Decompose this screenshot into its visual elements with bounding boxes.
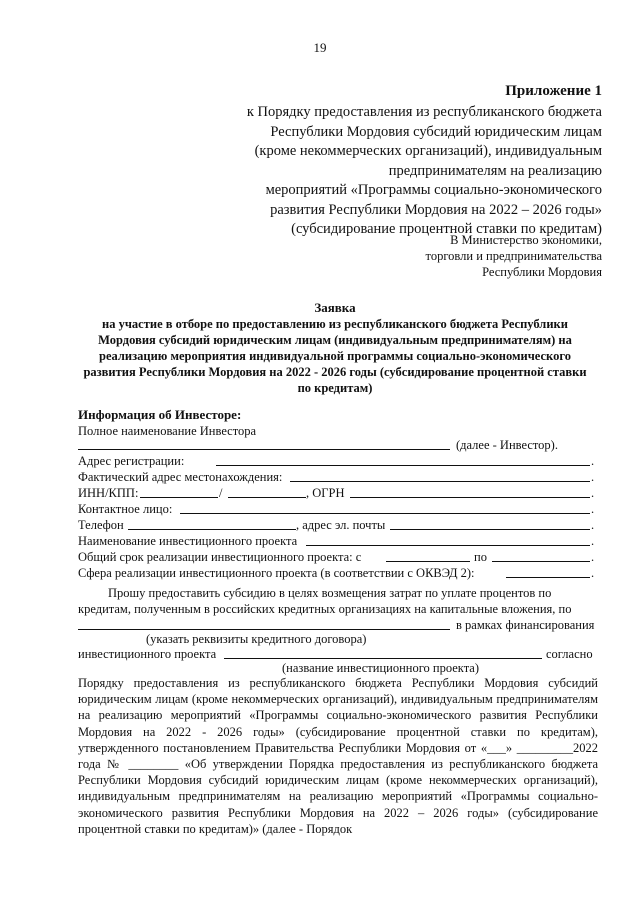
- heading-line: Мордовия субсидий юридическим лицам (индивидуальным предпринимателям) на: [98, 333, 572, 347]
- according-label: согласно: [546, 647, 593, 661]
- order-paragraph: Порядку предоставления из республиканского бюджета Республики Мордовия субсидий юридическим лицам (кроме некоммерческих организаций), индивидуальным предпринимателям на реализацию мероприятий «Программы социально-экономического развития Республики Мордовия на 2022 - 2026 годы» (субсидирование процентной ставки по кредитам), утвержденного постановлением Правительства Республики Мордовия от «___» _________2022 года № ________ «Об утверждении Порядка предоставления из республиканского бюджета Республики Мордовия субсидий юридическим лицам (кроме некоммерческих организаций), индивидуальным предпринимателям на реализацию мероприятий «Программы социально-экономического развития Республики Мордовия на 2022 – 2026 годы» (субсидирование процентной ставки по кредитам)» (далее - Порядок: [78, 676, 598, 836]
- addressee-block: [426, 232, 602, 280]
- phone-label: Телефон: [78, 518, 124, 532]
- investment-project-field[interactable]: [224, 646, 542, 659]
- appendix-line: (субсидирование процентной ставки по кредитам): [291, 221, 602, 237]
- page-number: 19: [313, 40, 327, 55]
- period: .: [591, 486, 595, 500]
- inn-kpp-label: ИНН/КПП:: [78, 486, 139, 500]
- investment-project-label: инвестиционного проекта: [78, 647, 217, 661]
- in-frame-label: в рамках финансирования: [456, 618, 595, 632]
- heading-line: на участие в отборе по предоставлению из республиканского бюджета Республики: [102, 317, 568, 331]
- period: .: [591, 550, 595, 564]
- heading-line: реализацию мероприятия индивидуальной программы социально-экономического: [99, 349, 571, 363]
- period: .: [591, 502, 595, 516]
- registration-address-field[interactable]: [216, 453, 590, 466]
- addressee-line: торговли и предпринимательства: [425, 249, 602, 263]
- period: .: [591, 534, 595, 548]
- phone-field[interactable]: [128, 517, 296, 530]
- addressee-line: В Министерство экономики,: [450, 233, 602, 247]
- ogrn-label: , ОГРН: [306, 486, 345, 500]
- registration-address-row: [78, 453, 596, 469]
- contact-label: Контактное лицо:: [78, 502, 173, 516]
- email-label: , адрес эл. почты: [296, 518, 386, 532]
- kpp-field[interactable]: [228, 485, 306, 498]
- contact-row: [78, 501, 596, 517]
- email-field[interactable]: [390, 517, 590, 530]
- period: .: [591, 566, 595, 580]
- term-from-field[interactable]: [386, 549, 470, 562]
- credit-details-field[interactable]: [78, 617, 450, 630]
- appendix-line: развития Республики Мордовия на 2022 – 2026 годы»: [270, 201, 602, 218]
- application-title: Заявка: [314, 300, 356, 315]
- heading-line: развития Республики Мордовия на 2022 - 2026 годы (субсидирование процентной ставки: [83, 365, 587, 379]
- period: .: [591, 470, 595, 484]
- appendix-title: Приложение 1: [505, 83, 602, 99]
- project-name-label: Наименование инвестиционного проекта: [78, 534, 298, 548]
- appendix-line: предпринимателям на реализацию: [388, 162, 602, 179]
- inn-kpp-row: [78, 485, 596, 501]
- phone-row: [78, 517, 596, 533]
- sphere-field[interactable]: [506, 565, 590, 578]
- full-name-label: Полное наименование Инвестора: [78, 424, 257, 438]
- sphere-row: [78, 565, 596, 581]
- project-hint: (название инвестиционного проекта): [282, 661, 480, 675]
- appendix-line: Республики Мордовия субсидий юридическим лицам: [270, 123, 602, 140]
- application-heading: [70, 300, 600, 396]
- credit-hint: (указать реквизиты кредитного договора): [146, 632, 367, 646]
- term-from-label: Общий срок реализации инвестиционного проекта: с: [78, 550, 362, 564]
- investor-name-field[interactable]: [78, 437, 450, 450]
- contact-field[interactable]: [180, 501, 590, 514]
- actual-address-row: [78, 469, 596, 485]
- term-to-field[interactable]: [492, 549, 590, 562]
- project-name-field[interactable]: [306, 533, 590, 546]
- request-line-2: кредитам, полученным в российских кредитных организациях на капитальные вложения, по: [78, 602, 572, 616]
- request-line-1: Прошу предоставить субсидию в целях возмещения затрат по уплате процентов по: [108, 586, 552, 600]
- sphere-label: Сфера реализации инвестиционного проекта (в соответствии с ОКВЭД 2):: [78, 566, 475, 580]
- investor-name-row: [78, 437, 596, 453]
- slash: /: [219, 486, 223, 500]
- project-name-row: [78, 533, 596, 549]
- investor-info-heading: Информация об Инвесторе:: [78, 407, 242, 422]
- actual-address-field[interactable]: [290, 469, 590, 482]
- appendix-block: [247, 82, 602, 240]
- appendix-line: мероприятий «Программы социально-экономического: [265, 182, 602, 198]
- period: .: [591, 518, 595, 532]
- period: .: [591, 454, 595, 468]
- heading-line: по кредитам): [297, 381, 373, 395]
- registration-address-label: Адрес регистрации:: [78, 454, 185, 468]
- actual-address-label: Фактический адрес местонахождения:: [78, 470, 283, 484]
- ogrn-field[interactable]: [350, 485, 590, 498]
- inn-field[interactable]: [140, 485, 218, 498]
- appendix-line: (кроме некоммерческих организаций), индивидуальным: [254, 143, 602, 159]
- appendix-line: к Порядку предоставления из республиканского бюджета: [246, 104, 602, 120]
- term-to-label: по: [474, 550, 487, 564]
- addressee-line: Республики Мордовия: [482, 265, 602, 279]
- term-row: [78, 549, 596, 565]
- investor-suffix: (далее - Инвестор).: [456, 438, 558, 452]
